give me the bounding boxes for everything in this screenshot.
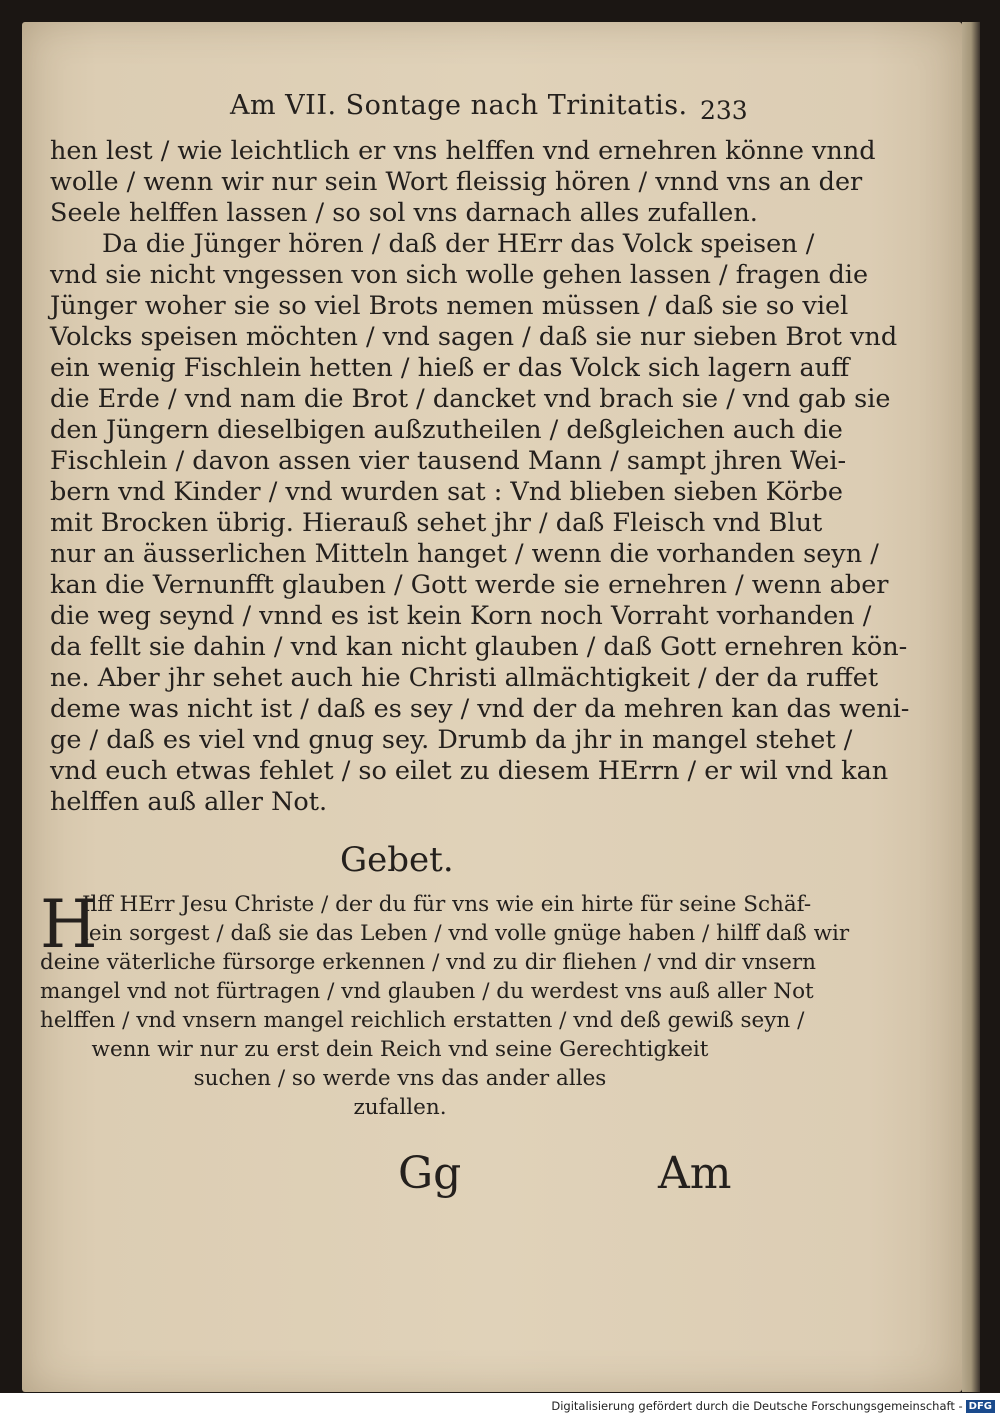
body-line: helffen auß aller Not. xyxy=(50,787,328,817)
body-line: hen lest / wie leichtlich er vns helffen vnd ernehren könne vnnd xyxy=(50,136,876,166)
prayer-line: wenn wir nur zu erst dein Reich vnd seine Gerechtigkeit xyxy=(91,1037,709,1062)
drop-cap-initial: H xyxy=(40,886,98,963)
body-line: kan die Vernunfft glauben / Gott werde sie ernehren / wenn aber xyxy=(50,570,889,600)
running-title: Am VII. Sontage nach Trinitatis. xyxy=(230,90,688,121)
body-line: ne. Aber jhr sehet auch hie Christi allmächtigkeit / der da ruffet xyxy=(50,663,879,693)
body-line: die Erde / vnd nam die Brot / dancket vnd brach sie / vnd gab sie xyxy=(50,384,891,414)
catchword: Am xyxy=(658,1148,732,1199)
prayer-block xyxy=(40,886,850,1122)
body-line: Jünger woher sie so viel Brots nemen müssen / daß sie so viel xyxy=(50,291,849,321)
body-line: Da die Jünger hören / daß der HErr das Volck speisen / xyxy=(102,229,815,259)
page-edge-strip xyxy=(962,22,980,1392)
prayer-line: helffen / vnd vnsern mangel reichlich erstatten / vnd deß gewiß seyn / xyxy=(40,1008,805,1033)
prayer-line: deine väterliche fürsorge erkennen / vnd zu dir fliehen / vnd dir vnsern xyxy=(40,950,816,975)
body-line: vnd euch etwas fehlet / so eilet zu diesem HErrn / er wil vnd kan xyxy=(50,756,889,786)
body-line: Fischlein / davon assen vier tausend Mann / sampt jhren Wei- xyxy=(50,446,847,476)
body-line: bern vnd Kinder / vnd wurden sat : Vnd blieben sieben Körbe xyxy=(50,477,843,507)
prayer-line: Ilff HErr Jesu Christe / der du für vns wie ein hirte für seine Schäf- xyxy=(82,892,812,917)
body-line: deme was nicht ist / daß es sey / vnd der da mehren kan das weni- xyxy=(50,694,910,724)
footer-credit xyxy=(540,1399,995,1413)
body-line: den Jüngern dieselbigen außzutheilen / deßgleichen auch die xyxy=(50,415,843,445)
body-line: ein wenig Fischlein hetten / hieß er das Volck sich lagern auff xyxy=(50,353,850,383)
body-line: wolle / wenn wir nur sein Wort fleissig hören / vnnd vns an der xyxy=(50,167,863,197)
page-number: 233 xyxy=(700,96,748,125)
body-line: ge / daß es viel vnd gnug sey. Drumb da jhr in mangel stehet / xyxy=(50,725,853,755)
body-line: nur an äusserlichen Mitteln hanget / wenn die vorhanden seyn / xyxy=(50,539,879,569)
body-line: Seele helffen lassen / so sol vns darnach alles zufallen. xyxy=(50,198,758,228)
prayer-title: Gebet. xyxy=(340,840,454,880)
body-line: da fellt sie dahin / vnd kan nicht glauben / daß Gott ernehren kön- xyxy=(50,632,908,662)
prayer-line: suchen / so werde vns das ander alles xyxy=(193,1066,607,1091)
footer-credit-text: Digitalisierung gefördert durch die Deutsche Forschungsgemeinschaft - xyxy=(551,1399,963,1413)
body-line: mit Brocken übrig. Hierauß sehet jhr / daß Fleisch vnd Blut xyxy=(50,508,823,538)
body-line: vnd sie nicht vngessen von sich wolle gehen lassen / fragen die xyxy=(50,260,869,290)
dfg-logo-icon: DFG xyxy=(966,1400,995,1413)
signature-mark: Gg xyxy=(398,1148,462,1199)
prayer-line: mangel vnd not fürtragen / vnd glauben / du werdest vns auß aller Not xyxy=(40,979,814,1004)
prayer-line: zufallen. xyxy=(353,1095,447,1120)
body-line: Volcks speisen möchten / vnd sagen / daß sie nur sieben Brot vnd xyxy=(50,322,898,352)
prayer-line: lein sorgest / daß sie das Leben / vnd volle gnüge haben / hilff daß wir xyxy=(82,921,850,946)
body-line: die weg seynd / vnnd es ist kein Korn noch Vorraht vorhanden / xyxy=(50,601,872,631)
body-text xyxy=(50,136,910,818)
